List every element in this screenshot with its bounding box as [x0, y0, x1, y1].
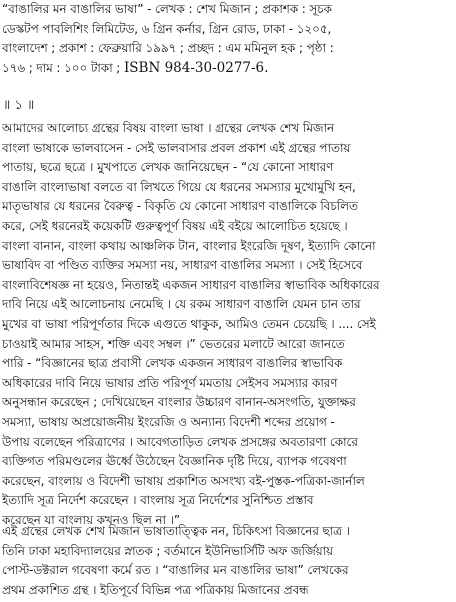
book-citation: [2, 0, 452, 78]
paragraph-line: চাওয়াই আমার সাহস, শক্তি এবং সম্বল ।” ভেতরের মলাটে আরো জানতে: [2, 336, 345, 351]
paragraph-line: করে, সেই ধরনেরই কয়েকটি গুরুত্বপূর্ণ বিষয় এই বইয়ে আলোচিত হয়েছে ।: [2, 218, 348, 233]
paragraph-2: [2, 522, 452, 600]
paragraph-line: দাবি নিয়ে এই আলোচনায় নেমেছি । যে রকম সাধারণ বাঙালি যেমন চান তার: [2, 297, 361, 312]
paragraph-line: আমাদের আলোচ্য গ্রন্থের বিষয় বাংলা ভাষা । গ্রন্থের লেখক শেখ মিজান: [2, 121, 335, 135]
paragraph-line: ভাষাবিদ বা পণ্ডিত ব্যক্তির সমস্যা নয়, সাধারণ বাঙালির সমস্যা । সেই হিসেবে: [2, 258, 363, 273]
paragraph-line: পারি - “বিজ্ঞানের ছাত্র প্রবাসী লেখক একজন সাধারণ বাঙালির স্বাভাবিক: [2, 356, 343, 371]
paragraph-line: সমস্যা, ভাষায় অপ্রয়োজনীয় ইংরেজি ও অন্যান্য বিদেশী শব্দের প্রয়োগ -: [2, 414, 335, 429]
paragraph-line: বাংলা ভাষাকে ভালবাসেন - সেই ভালবাসার প্রবল প্রকাশ এই গ্রন্থের পাতায়: [2, 140, 351, 155]
paragraph-line: প্রথম প্রকাশিত গ্রন্থ । ইতিপূর্বে বিভিন্ন পত্র পত্রিকায় মিজানের প্রবন্ধ: [2, 582, 309, 597]
paragraph-line: অনুসন্ধান করেছেন ; দেখিয়েছেন বাংলার উচ্চারণ বানান-অসংগতি, যুক্তাক্ষর: [2, 395, 356, 410]
paragraph-line: করেছেন, বাংলায় ও বিদেশী ভাষায় প্রকাশিত অসংখ্য বই-পুস্তক-পত্রিকা-জার্নাল: [2, 473, 365, 488]
paragraph-line: বাংলাবিশেষজ্ঞ না হয়েও, নিতান্তই একজন সাধারণ বাঙালির স্বাভাবিক অধিকারের: [2, 277, 380, 292]
citation-pages-price: ১৭৬ ; দাম : ১০০ টাকা ;: [2, 60, 124, 75]
paragraph-line: তিনি ঢাকা মহাবিদ্যালয়ের স্নাতক ; বর্তমানে ইউনিভার্সিটি অফ জর্জিয়ায়: [2, 543, 334, 558]
citation-line: “বাঙালির মন বাঙালির ভাষা” - লেখক : শেখ মিজান ; প্রকাশক : সূচক: [2, 2, 332, 16]
paragraph-line: পাতায়, ছত্রে ছত্রে । মুখপাতে লেখক জানিয়েছেন - “যে কোনো সাধারণ: [2, 160, 334, 175]
paragraph-1: [2, 119, 452, 530]
paragraph-line: উপায় বলেছেন পরিত্রাণের । আবেগতাড়িত লেখক প্রসঙ্গের অবতারণা কোরে: [2, 434, 358, 449]
paragraph-line: ইত্যাদি সূত্র নির্দেশ করেছেন । বাংলায় সূত্র নির্দেশের সুনিশ্চিত প্রস্তাব: [2, 493, 314, 508]
chapter-marker: ॥ ১ ॥: [3, 98, 35, 113]
citation-line: [2, 59, 452, 79]
citation-line: বাংলাদেশ ; প্রকাশ : ফেব্রুয়ারি ১৯৯৭ ; প্রচ্ছদ : এম মমিনুল হক ; পৃষ্ঠা :: [2, 41, 334, 56]
paragraph-line: এই গ্রন্থের লেখক শেখ মিজান ভাষাতাত্ত্বিক নন, চিকিৎসা বিজ্ঞানের ছাত্র ।: [2, 524, 350, 538]
paragraph-line: অধিকারের দাবি নিয়ে ভাষার প্রতি পরিপূর্ণ মমতায় সেইসব সমস্যার কারণ: [2, 375, 338, 390]
paragraph-line: বাংলা বানান, বাংলা কথায় আঞ্চলিক টান, বাংলার ইংরেজি দূষণ, ইত্যাদি কোনো: [2, 238, 376, 253]
paragraph-line: পোস্ট-ডক্টরাল গবেষণা কর্মে রত । “বাঙালির মন বাঙালির ভাষা” লেখকের: [2, 563, 349, 578]
paragraph-line: মাতৃভাষার যে ধরনের বৈরুত্ব - বিকৃতি যে কোনো সাধারণ বাঙালিকে বিচলিত: [2, 199, 358, 214]
isbn-number: ISBN 984-30-0277-6.: [123, 59, 269, 76]
citation-line: ডেস্কটপ পাবলিশিং লিমিটেড, ৬ গ্রিন কর্নার, গ্রিন রোড, ঢাকা - ১২০৫,: [2, 21, 332, 36]
paragraph-line: ব্যক্তিগত পরিমণ্ডলের ঊর্ধ্বে উঠেছেন বৈজ্ঞানিক দৃষ্টি দিয়ে, ব্যাপক গবেষণা: [2, 454, 347, 469]
paragraph-line: করেছেন যা বাংলায় কখনও ছিল না ।”: [2, 512, 180, 527]
paragraph-line: মুখের বা ভাষা পরিপূর্ণতার দিকে এগুতে থাকুক, আমিও তেমন চেয়েছি । .... সেই: [2, 316, 376, 331]
paragraph-line: বাঙালি বাংলাভাষা বলতে বা লিখতে গিয়ে যে ধরনের সমস্যার মুখোমুখি হন,: [2, 179, 356, 194]
